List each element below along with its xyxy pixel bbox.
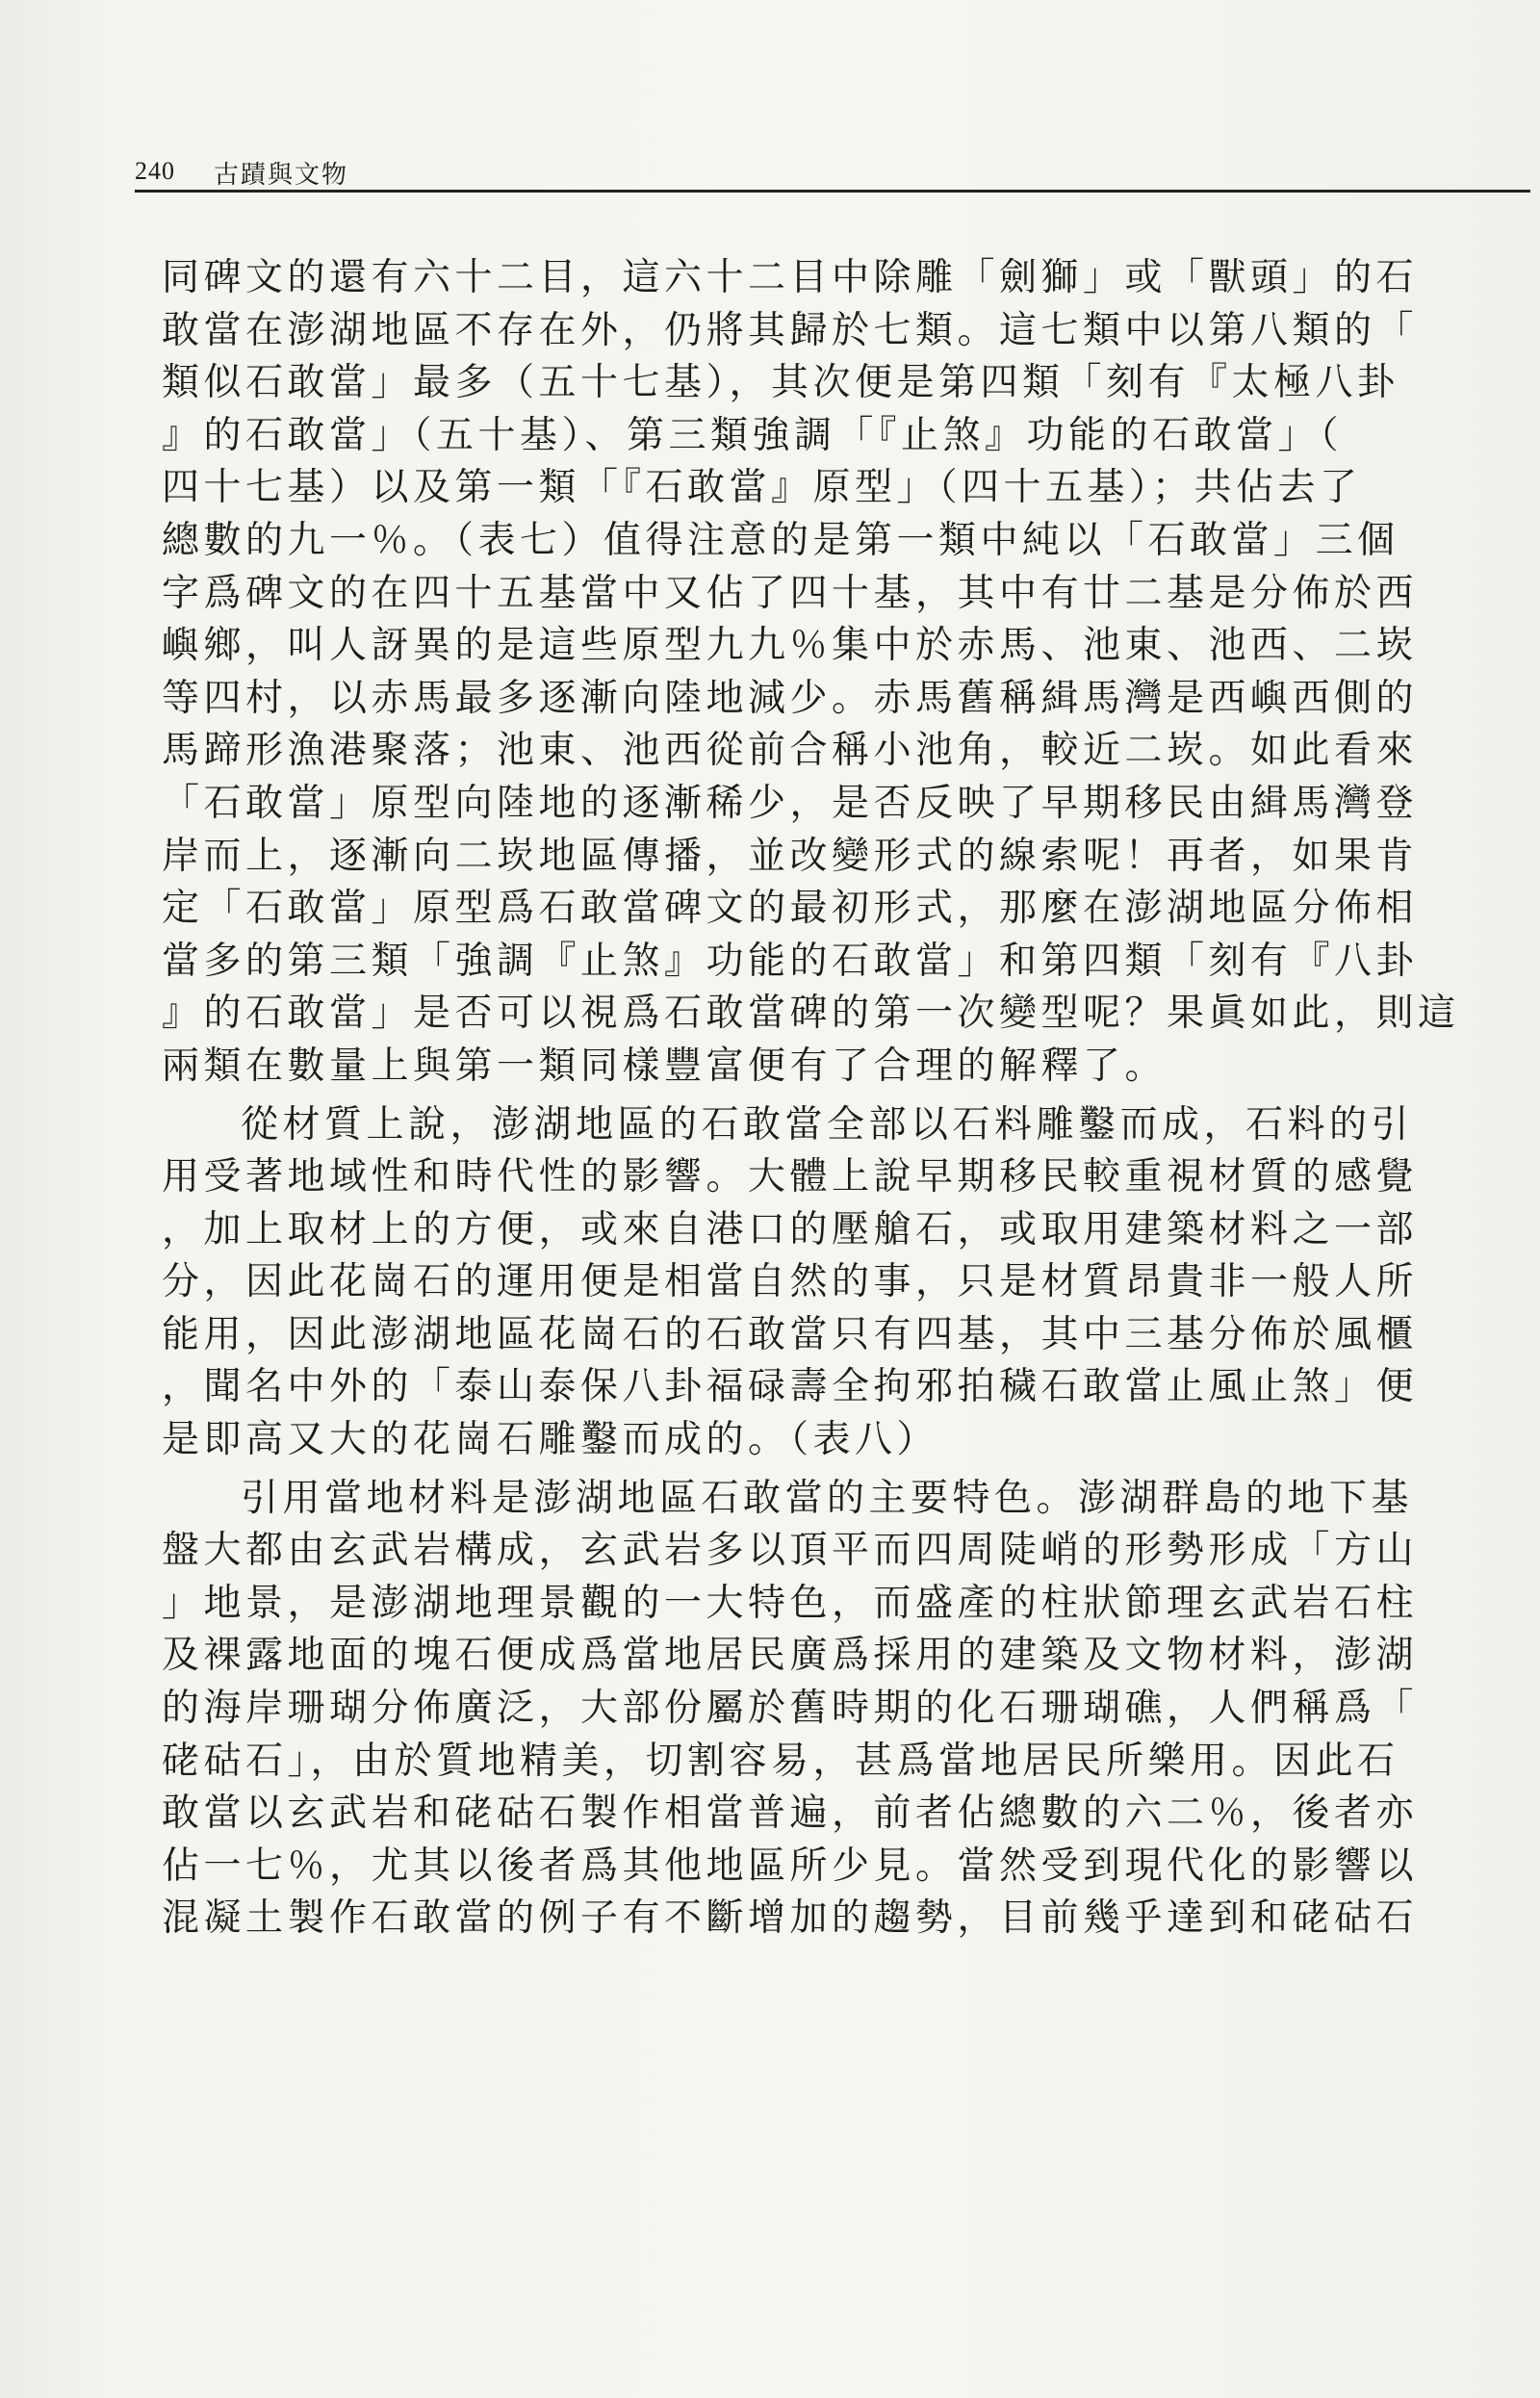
text-line: 能用，因此澎湖地區花崗石的石敢當只有四基，其中三基分佈於風櫃: [162, 1312, 1419, 1356]
text-line: ，聞名中外的「泰山泰保八卦福碌壽全拘邪拍穢石敢當止風止煞」便: [162, 1365, 1419, 1409]
text-line: 』的石敢當」是否可以視爲石敢當碑的第一次變型呢？果眞如此，則這: [162, 992, 1460, 1036]
text-line: 敢當以玄武岩和硓𥑮石製作相當普遍，前者佔總數的六二％，後者亦: [162, 1792, 1419, 1836]
paragraph-1: [162, 252, 1528, 1094]
header-rule: [135, 190, 1530, 193]
text-line: 當多的第三類「強調『止煞』功能的石敢當」和第四類「刻有『八卦: [162, 939, 1419, 983]
text-line: 岸而上，逐漸向二崁地區傳播，並改變形式的線索呢！再者，如果肯: [162, 834, 1419, 878]
text-line: 用受著地域性和時代性的影響。大體上說早期移民較重視材質的感覺: [162, 1155, 1419, 1199]
text-line: 盤大都由玄武岩構成，玄武岩多以頂平而四周陡峭的形勢形成「方山: [162, 1529, 1419, 1573]
text-line: 硓𥑮石」，由於質地精美，切割容易，甚爲當地居民所樂用。因此石: [162, 1739, 1399, 1783]
text-line: 是即高又大的花崗石雕鑿而成的。（表八）: [162, 1418, 939, 1462]
text-line: 引用當地材料是澎湖地區石敢當的主要特色。澎湖群島的地下基: [241, 1476, 1414, 1520]
text-line: 」地景，是澎湖地理景觀的一大特色，而盛產的柱狀節理玄武岩石柱: [162, 1581, 1419, 1625]
text-line: 從材質上說，澎湖地區的石敢當全部以石料雕鑿而成，石料的引: [241, 1102, 1414, 1147]
text-line: 兩類在數量上與第一類同樣豐富便有了合理的解釋了。: [162, 1044, 1168, 1088]
text-line: 分，因此花崗石的運用便是相當自然的事，只是材質昂貴非一般人所: [162, 1260, 1419, 1304]
text-line: 等四村，以赤馬最多逐漸向陸地減少。赤馬舊稱緝馬灣是西嶼西側的: [162, 676, 1419, 720]
text-line: 總數的九一％。（表七）值得注意的是第一類中純以「石敢當」三個: [162, 518, 1399, 562]
text-line: 』的石敢當」（五十基）、第三類強調「『止煞』功能的石敢當」（: [162, 413, 1344, 457]
text-line: 混凝土製作石敢當的例子有不斷增加的趨勢，目前幾乎達到和硓𥑮石: [162, 1896, 1419, 1941]
text-line: 嶼鄉，叫人訝異的是這些原型九九％集中於赤馬、池東、池西、二崁: [162, 624, 1419, 668]
paragraph-3: [162, 1473, 1528, 1946]
paragraph-2: [162, 1099, 1528, 1467]
running-title: 古蹟與文物: [214, 161, 349, 190]
text-line: 定「石敢當」原型爲石敢當碑文的最初形式，那麼在澎湖地區分佈相: [162, 887, 1419, 931]
text-line: ，加上取材上的方便，或來自港口的壓艙石，或取用建築材料之一部: [162, 1207, 1419, 1251]
text-line: 「石敢當」原型向陸地的逐漸稀少，是否反映了早期移民由緝馬灣登: [162, 781, 1419, 825]
text-line: 馬蹄形漁港聚落；池東、池西從前合稱小池角，較近二崁。如此看來: [162, 729, 1419, 773]
text-line: 同碑文的還有六十二目，這六十二目中除雕「劍獅」或「獸頭」的石: [162, 256, 1419, 299]
text-line: 及裸露地面的塊石便成爲當地居民廣爲採用的建築及文物材料，澎湖: [162, 1634, 1419, 1678]
text-line: 字爲碑文的在四十五基當中又佔了四十基，其中有廿二基是分佈於西: [162, 571, 1419, 615]
text-line: 的海岸珊瑚分佈廣泛，大部份屬於舊時期的化石珊瑚礁，人們稱爲「: [162, 1687, 1419, 1731]
text-line: 四十七基）以及第一類「『石敢當』原型」（四十五基）；共佔去了: [162, 466, 1362, 510]
page-number: 240: [135, 157, 175, 185]
text-line: 敢當在澎湖地區不存在外，仍將其歸於七類。這七類中以第八類的「: [162, 308, 1419, 352]
body-text: [162, 252, 1528, 1946]
page-header: [135, 149, 1530, 197]
text-line: 類似石敢當」最多（五十七基），其次便是第四類「刻有『太極八卦: [162, 361, 1399, 405]
text-line: 佔一七％，尤其以後者爲其他地區所少見。當然受到現代化的影響以: [162, 1844, 1419, 1888]
